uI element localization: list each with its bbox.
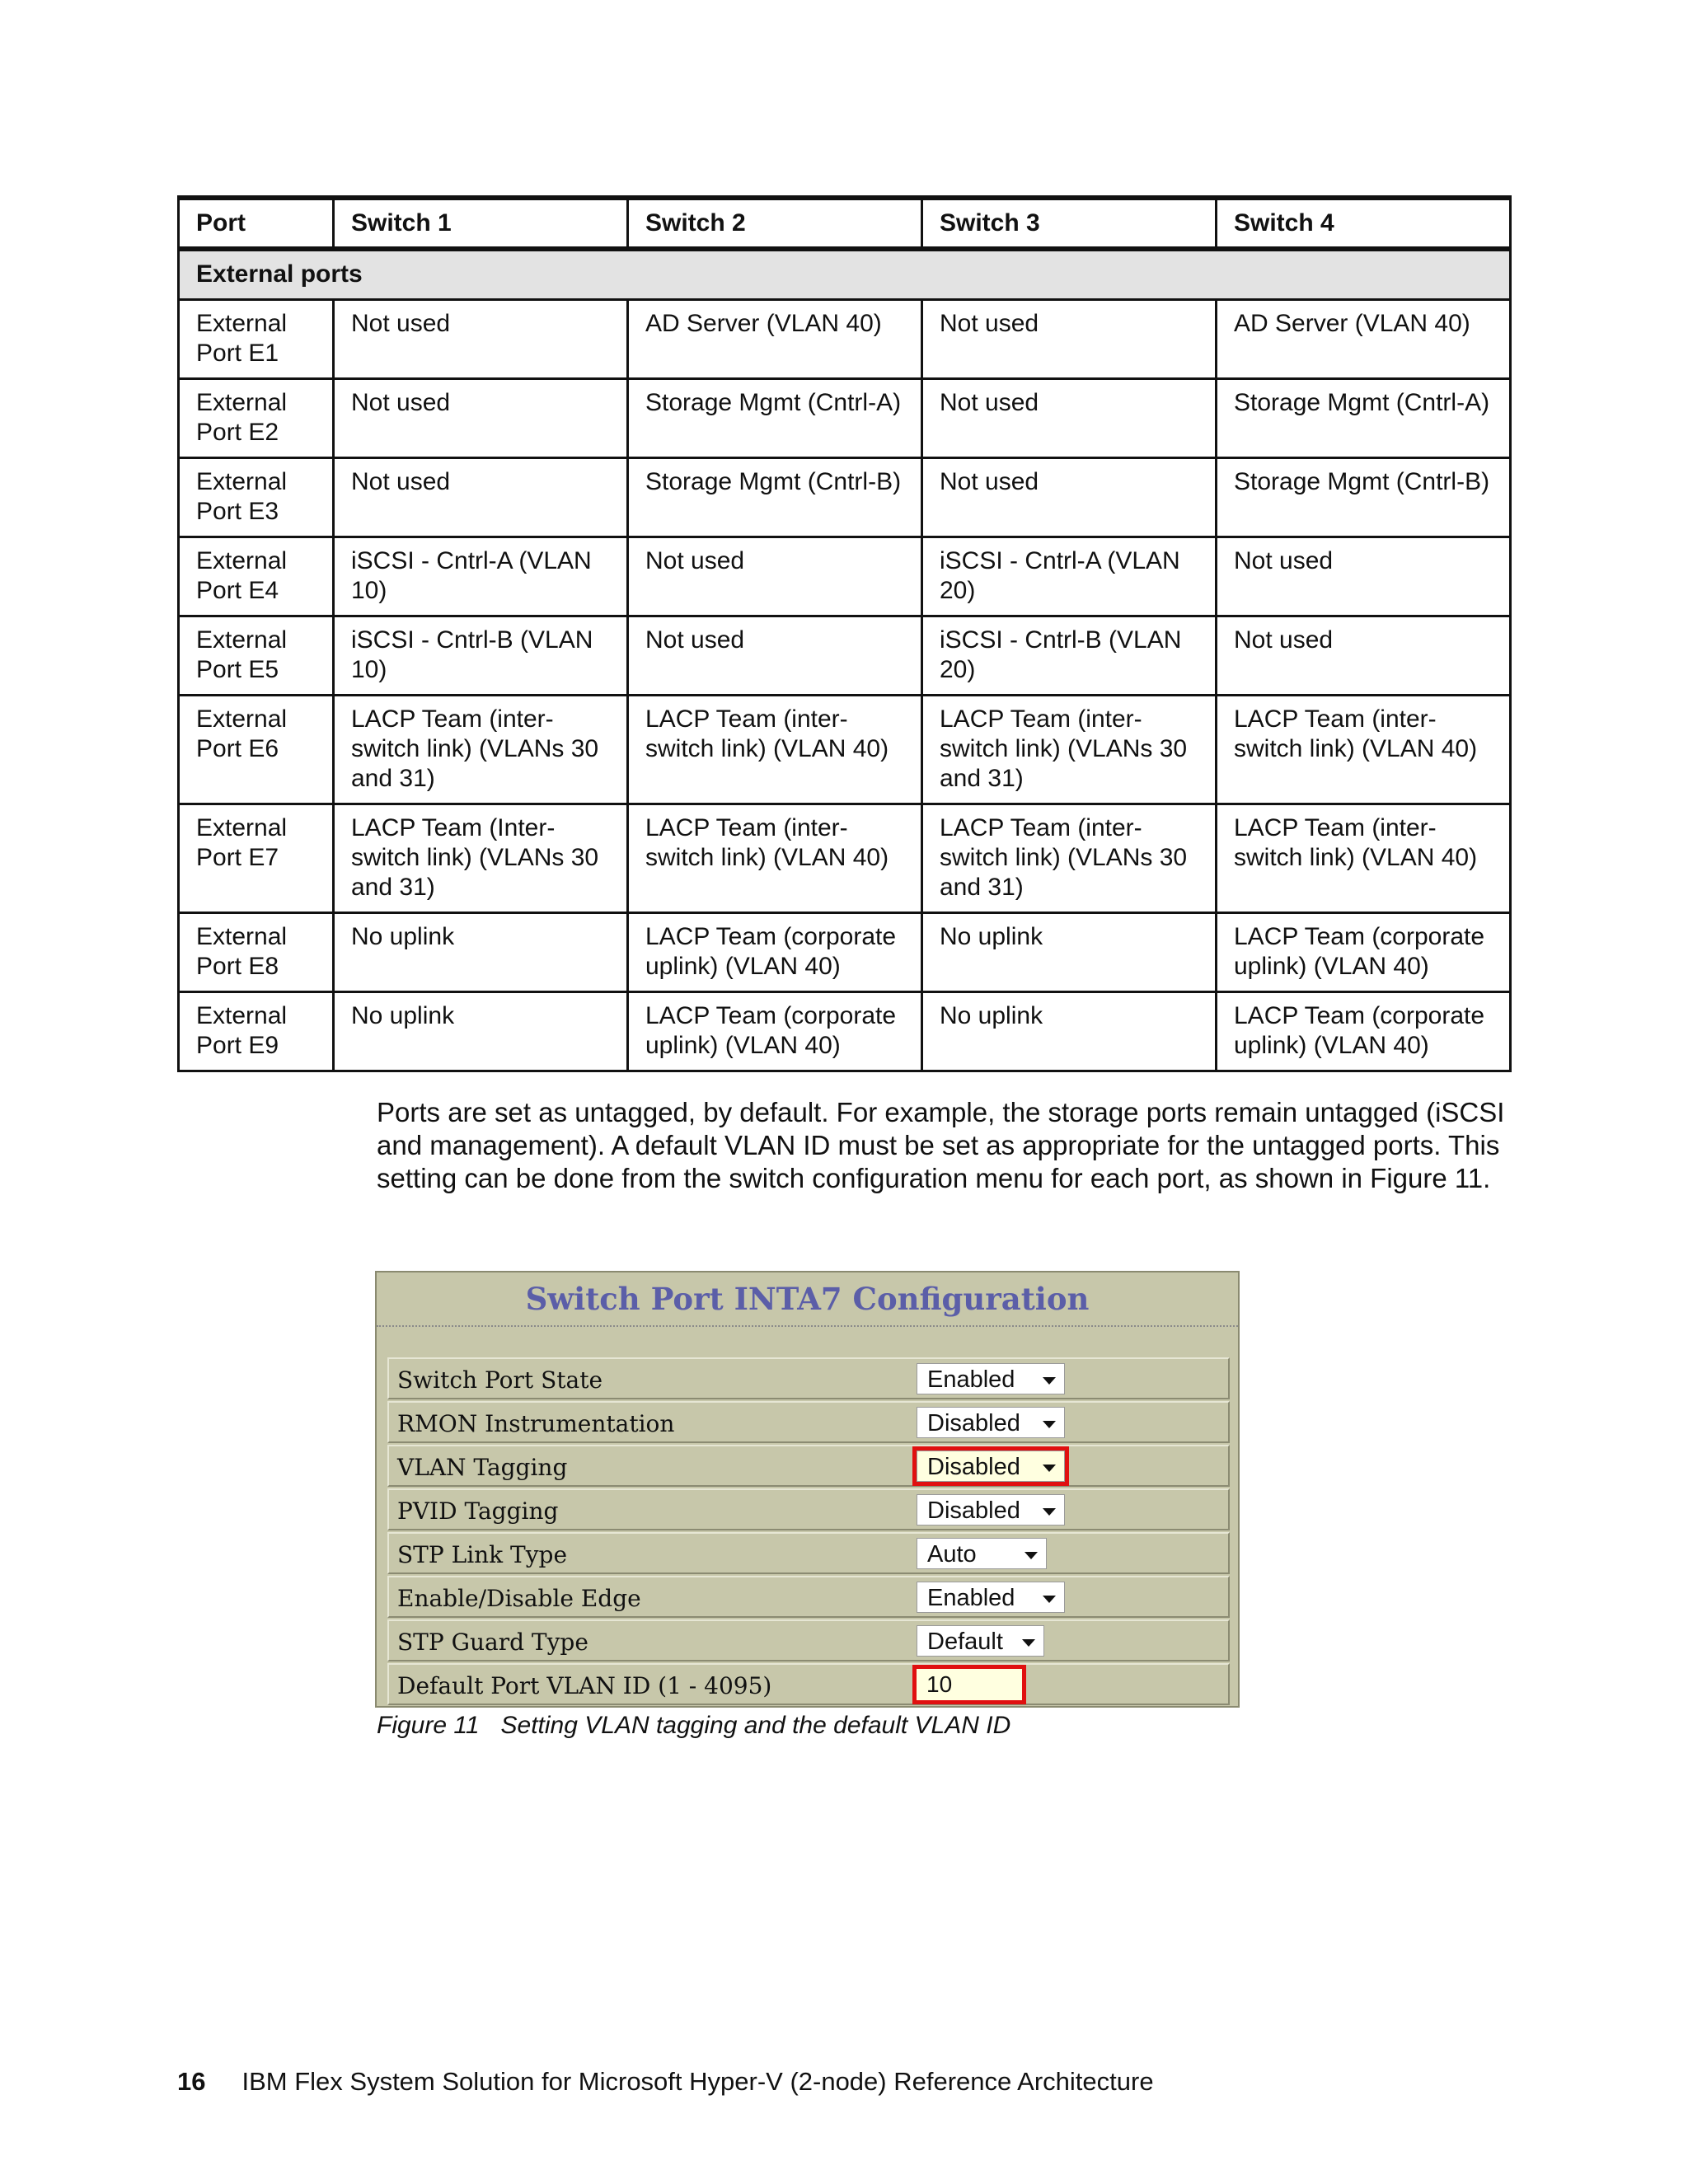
table-cell: External Port E3 <box>179 458 334 537</box>
table-row <box>179 458 1511 537</box>
select-value: Default <box>927 1629 1003 1655</box>
config-label: RMON Instrumentation <box>397 1410 675 1437</box>
table-cell: Not used <box>1217 537 1511 616</box>
table-cell: LACP Team (inter-switch link) (VLANs 30 and 31) <box>922 804 1217 913</box>
table-cell: Not used <box>628 616 922 696</box>
table-cell: No uplink <box>334 913 628 992</box>
page-footer <box>177 2067 1154 2097</box>
select-value: Enabled <box>927 1585 1015 1611</box>
dropdown-arrow-icon <box>1043 1377 1056 1385</box>
table-cell: External Port E4 <box>179 537 334 616</box>
input-value: 10 <box>926 1671 953 1697</box>
table-cell: External Port E6 <box>179 696 334 804</box>
config-label: STP Guard Type <box>397 1629 588 1656</box>
switch-port-config-panel <box>375 1271 1240 1708</box>
table-cell: No uplink <box>922 913 1217 992</box>
table-cell: Storage Mgmt (Cntrl-B) <box>628 458 922 537</box>
figure-caption <box>377 1712 1010 1740</box>
table-cell: LACP Team (Inter-switch link) (VLANs 30 and 31) <box>334 804 628 913</box>
dropdown-arrow-icon <box>1025 1552 1038 1559</box>
table-cell: iSCSI - Cntrl-A (VLAN 20) <box>922 537 1217 616</box>
dropdown-arrow-icon <box>1022 1639 1035 1647</box>
body-paragraph: Ports are set as untagged, by default. For example, the storage ports remain untagged (iSCSI and management). A default VLAN ID must be set as appropriate for the untagged ports. This setting can be done from the switch configuration menu for each port, as shown in Figure 11. <box>377 1097 1505 1193</box>
table-cell: Not used <box>922 458 1217 537</box>
dropdown-arrow-icon <box>1043 1508 1056 1516</box>
table-cell: Not used <box>1217 616 1511 696</box>
config-row-pvid-tagging <box>387 1488 1230 1530</box>
config-label: Enable/Disable Edge <box>397 1585 641 1612</box>
table-cell: LACP Team (corporate uplink) (VLAN 40) <box>1217 992 1511 1071</box>
table-cell: Not used <box>334 458 628 537</box>
table-cell: Storage Mgmt (Cntrl-A) <box>628 379 922 458</box>
table-row <box>179 804 1511 913</box>
enable-disable-edge-select[interactable] <box>917 1582 1065 1613</box>
config-label: Default Port VLAN ID (1 - 4095) <box>397 1672 772 1699</box>
vlan-tagging-select[interactable] <box>917 1451 1065 1482</box>
table-row <box>179 992 1511 1071</box>
table-cell: External Port E1 <box>179 300 334 379</box>
header-switch-2: Switch 2 <box>628 198 922 249</box>
config-row-default-port-vlan-id <box>387 1663 1230 1705</box>
port-table <box>177 195 1512 1072</box>
config-row-stp-guard-type <box>387 1619 1230 1661</box>
table-cell: External Port E9 <box>179 992 334 1071</box>
table-cell: LACP Team (corporate uplink) (VLAN 40) <box>628 992 922 1071</box>
table-row <box>179 300 1511 379</box>
table-cell: LACP Team (inter-switch link) (VLAN 40) <box>628 696 922 804</box>
select-value: Disabled <box>927 1410 1020 1436</box>
figure-caption-text: Setting VLAN tagging and the default VLAN ID <box>500 1712 1011 1739</box>
table-header-row <box>179 198 1511 249</box>
figure-caption-label: Figure 11 <box>377 1712 480 1739</box>
table-cell: LACP Team (inter-switch link) (VLAN 40) <box>628 804 922 913</box>
config-row-enable-disable-edge <box>387 1576 1230 1618</box>
table-cell: LACP Team (inter-switch link) (VLAN 40) <box>1217 804 1511 913</box>
config-label: STP Link Type <box>397 1541 568 1568</box>
table-cell: Not used <box>922 300 1217 379</box>
table-cell: External Port E5 <box>179 616 334 696</box>
config-row-vlan-tagging <box>387 1445 1230 1487</box>
table-row <box>179 537 1511 616</box>
table-cell: LACP Team (corporate uplink) (VLAN 40) <box>628 913 922 992</box>
dropdown-arrow-icon <box>1043 1465 1056 1472</box>
stp-guard-type-select[interactable] <box>917 1625 1044 1657</box>
select-value: Disabled <box>927 1454 1020 1480</box>
table-row <box>179 913 1511 992</box>
dropdown-arrow-icon <box>1043 1421 1056 1428</box>
table-cell: iSCSI - Cntrl-B (VLAN 10) <box>334 616 628 696</box>
table-cell: LACP Team (inter-switch link) (VLANs 30 and 31) <box>922 696 1217 804</box>
switch-port-state-select[interactable] <box>917 1363 1065 1394</box>
config-row-rmon-instrumentation <box>387 1401 1230 1443</box>
section-row <box>179 249 1511 300</box>
config-row-switch-port-state <box>387 1357 1230 1399</box>
table-cell: Not used <box>628 537 922 616</box>
header-switch-3: Switch 3 <box>922 198 1217 249</box>
table-cell: Storage Mgmt (Cntrl-A) <box>1217 379 1511 458</box>
default-vlan-id-input[interactable] <box>917 1669 1022 1700</box>
table-cell: External Port E7 <box>179 804 334 913</box>
table-cell: No uplink <box>922 992 1217 1071</box>
config-row-stp-link-type <box>387 1532 1230 1574</box>
select-value: Disabled <box>927 1497 1020 1524</box>
table-cell: No uplink <box>334 992 628 1071</box>
table-row <box>179 379 1511 458</box>
table-cell: External Port E8 <box>179 913 334 992</box>
page-number: 16 <box>177 2067 206 2096</box>
footer-title: IBM Flex System Solution for Microsoft Hyper-V (2-node) Reference Architecture <box>241 2067 1154 2096</box>
config-label: Switch Port State <box>397 1366 603 1394</box>
header-switch-4: Switch 4 <box>1217 198 1511 249</box>
table-cell: LACP Team (inter-switch link) (VLAN 40) <box>1217 696 1511 804</box>
table-cell: iSCSI - Cntrl-A (VLAN 10) <box>334 537 628 616</box>
table-cell: AD Server (VLAN 40) <box>1217 300 1511 379</box>
table-cell: LACP Team (corporate uplink) (VLAN 40) <box>1217 913 1511 992</box>
table-row <box>179 616 1511 696</box>
table-cell: External Port E2 <box>179 379 334 458</box>
header-port: Port <box>179 198 334 249</box>
table-cell: Not used <box>922 379 1217 458</box>
dropdown-arrow-icon <box>1043 1596 1056 1603</box>
table-row <box>179 696 1511 804</box>
table-cell: LACP Team (inter-switch link) (VLANs 30 and 31) <box>334 696 628 804</box>
section-title: External ports <box>179 249 1511 300</box>
table-cell: AD Server (VLAN 40) <box>628 300 922 379</box>
table-cell: Not used <box>334 300 628 379</box>
pvid-tagging-select[interactable] <box>917 1494 1065 1526</box>
config-label: PVID Tagging <box>397 1497 559 1525</box>
stp-link-type-select[interactable] <box>917 1538 1047 1569</box>
table-cell: iSCSI - Cntrl-B (VLAN 20) <box>922 616 1217 696</box>
select-value: Auto <box>927 1541 977 1568</box>
header-switch-1: Switch 1 <box>334 198 628 249</box>
select-value: Enabled <box>927 1366 1015 1393</box>
table-cell: Storage Mgmt (Cntrl-B) <box>1217 458 1511 537</box>
config-panel-title: Switch Port INTA7 Configuration <box>377 1281 1238 1327</box>
table-cell: Not used <box>334 379 628 458</box>
config-label: VLAN Tagging <box>397 1454 568 1481</box>
rmon-instrumentation-select[interactable] <box>917 1407 1065 1438</box>
